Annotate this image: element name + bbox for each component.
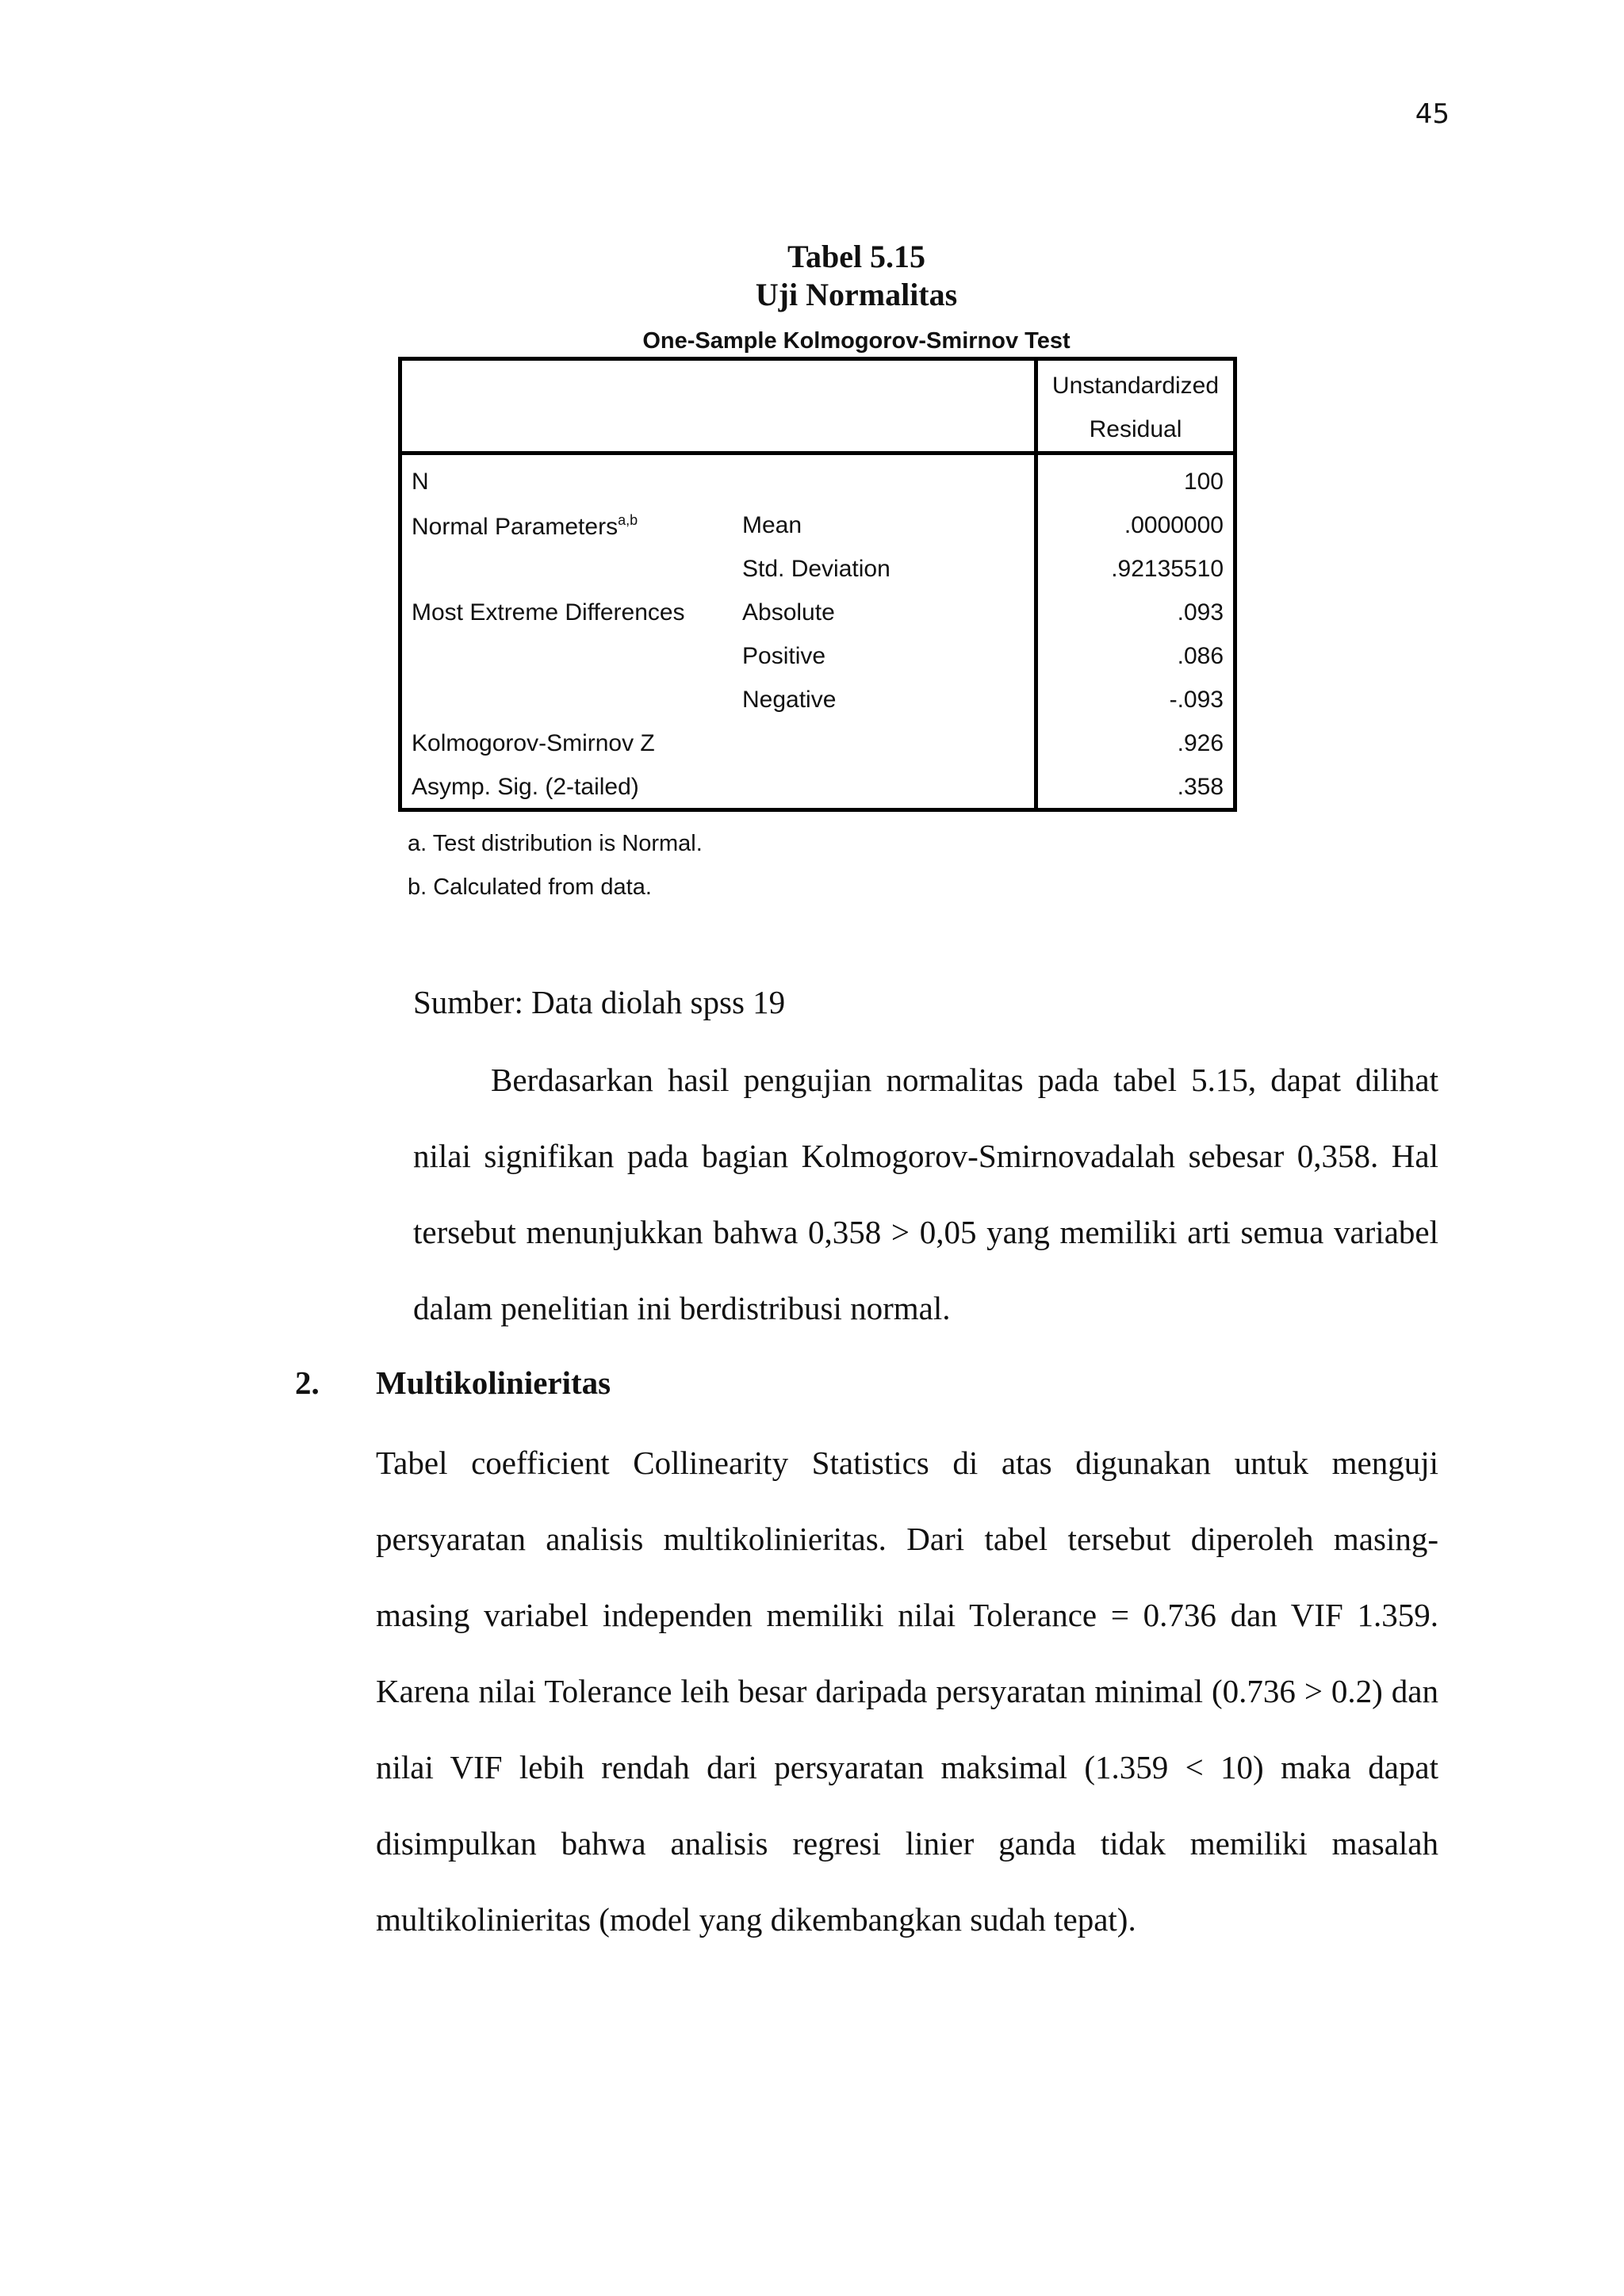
row-value-asymp-sig: .358: [1177, 774, 1224, 800]
column-header-line1: Unstandardized: [1051, 373, 1220, 399]
row-sub-positive: Positive: [742, 643, 826, 669]
footnote-marker: a,b: [618, 512, 638, 528]
paragraph-normality: Berdasarkan hasil pengujian normalitas pada tabel 5.15, dapat dilihat nilai signifikan pada bagian Kolmogorov-Smirnovadalah sebesar 0,358. Hal tersebut menunjukkan bahwa 0,358 > 0,05 yang memiliki arti semua variabel dalam penelitian ini berdistribusi normal.: [413, 1062, 1438, 1326]
spss-table-title: One-Sample Kolmogorov-Smirnov Test: [642, 328, 1071, 354]
spss-table: [398, 357, 1237, 812]
row-label-n: N: [412, 469, 429, 495]
column-header: [1038, 361, 1233, 451]
section-heading: Multikolinieritas: [376, 1364, 611, 1401]
paragraph-multicollinearity: Tabel coefficient Collinearity Statistics di atas digunakan untuk menguji persyaratan analisis multikolinieritas. Dari tabel tersebut diperoleh masing-masing variabel independen memiliki nilai Tolerance = 0.736 dan VIF 1.359. Karena nilai Tolerance leih besar daripada persyaratan minimal (0.736 > 0.2) dan nilai VIF lebih rendah dari persyaratan maksimal (1.359 < 10) maka dapat disimpulkan bahwa analisis regresi linier ganda tidak memiliki masalah multikolinieritas (model yang dikembangkan sudah tepat).: [376, 1445, 1438, 1938]
row-value-absolute: .093: [1177, 599, 1224, 626]
row-value-std-deviation: .92135510: [1111, 556, 1224, 582]
table-caption-number: Tabel 5.15: [787, 239, 926, 274]
row-label-most-extreme-differences: Most Extreme Differences: [412, 599, 685, 626]
row-sub-mean: Mean: [742, 512, 802, 538]
section-number: 2.: [295, 1364, 320, 1401]
row-sub-negative: Negative: [742, 687, 837, 713]
table-footnote-b: b. Calculated from data.: [408, 874, 652, 900]
row-value-positive: .086: [1177, 643, 1224, 669]
row-label-asymp-sig: Asymp. Sig. (2-tailed): [412, 774, 639, 800]
row-value-ks-z: .926: [1177, 730, 1224, 756]
table-footnote-a: a. Test distribution is Normal.: [408, 831, 703, 856]
row-value-negative: -.093: [1169, 687, 1224, 713]
page-number: 45: [1415, 98, 1450, 130]
column-header-line2: Residual: [1089, 416, 1182, 442]
row-label-normal-parameters: Normal Parameters$^{a,b}$: [412, 512, 638, 540]
table-caption-title: Uji Normalitas: [755, 277, 958, 312]
row-value-n: 100: [1183, 469, 1224, 495]
row-value-mean: .0000000: [1124, 512, 1224, 538]
row-label-ks-z: Kolmogorov-Smirnov Z: [412, 730, 655, 756]
header-divider: [402, 451, 1233, 455]
row-sub-absolute: Absolute: [742, 599, 835, 626]
row-sub-std-deviation: Std. Deviation: [742, 556, 891, 582]
table-source: Sumber: Data diolah spss 19: [413, 984, 786, 1020]
